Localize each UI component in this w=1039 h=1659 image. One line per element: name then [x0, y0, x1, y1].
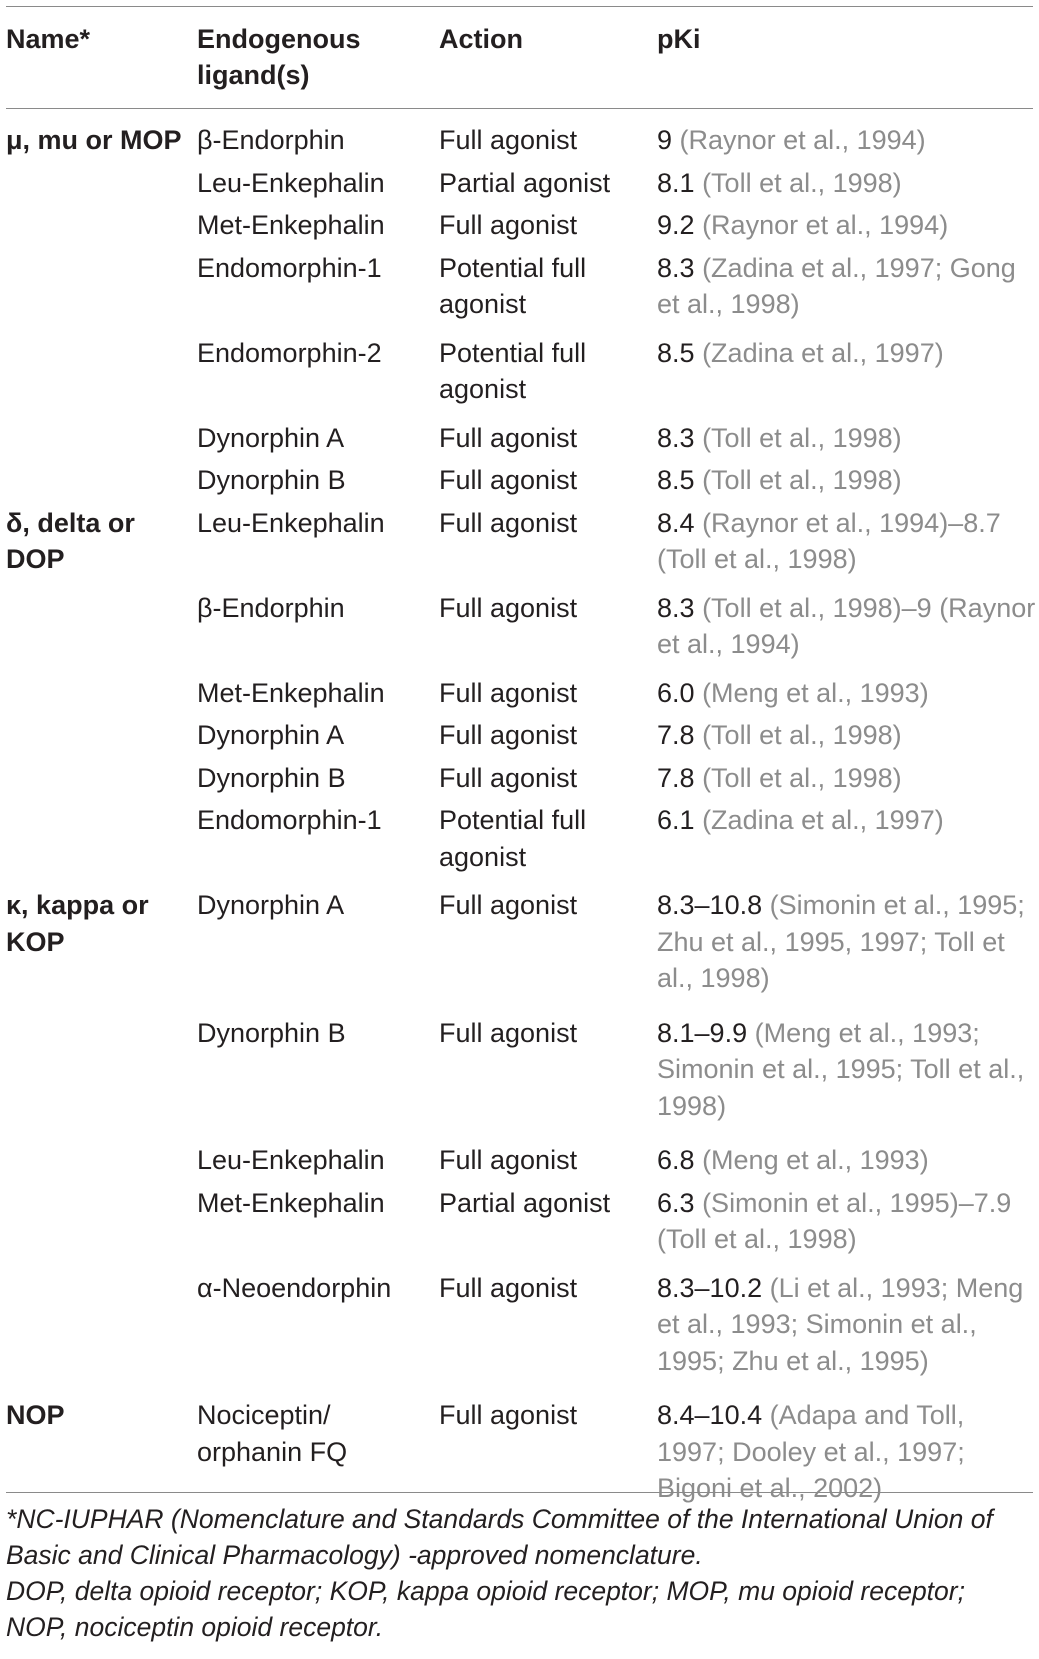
ligand-cell: Leu-Enkephalin: [197, 507, 385, 538]
action-cell: Partial agonist: [439, 167, 611, 198]
pki-cell: [657, 760, 1037, 797]
pki-value: 8.5: [657, 465, 695, 495]
pki-reference: (Adapa and Toll, 1997; Dooley et al., 1997; Bigoni et al., 2002): [657, 1400, 965, 1503]
pki-reference: (Meng et al., 1993): [702, 677, 929, 708]
table-row: [6, 675, 1033, 718]
pki-value: 8.3: [657, 252, 695, 283]
ligand-cell: β-Endorphin: [197, 592, 345, 623]
pki-reference: (Toll et al., 1998): [702, 167, 902, 198]
action-cell: Potential full agonist: [439, 252, 587, 319]
pki-cell: [657, 1397, 1037, 1507]
ligand-cell: Endomorphin-2: [197, 337, 382, 368]
pki-cell: [657, 802, 1037, 839]
action-cell: Partial agonist: [439, 1187, 611, 1218]
pki-reference: (Toll et al., 1998)–9 (Raynor et al., 1994): [657, 592, 1036, 659]
pki-cell: [657, 590, 1037, 663]
table-row: [6, 1142, 1033, 1185]
ligand-cell: Leu-Enkephalin: [197, 1145, 385, 1175]
pki-value: 8.3: [657, 422, 695, 453]
header-pki: pKi: [657, 24, 701, 54]
ligand-cell: Endomorphin-1: [197, 805, 382, 835]
footnote-abbreviations: DOP, delta opioid receptor; KOP, kappa opioid receptor; MOP, mu opioid receptor; NOP, nociceptin opioid receptor.: [6, 1576, 965, 1642]
pki-value: 9.2: [657, 210, 695, 240]
ligand-cell: Met-Enkephalin: [197, 1187, 385, 1218]
table-row: [6, 420, 1033, 463]
footer-rule: [6, 1492, 1033, 1493]
pki-value: 7.8: [657, 762, 695, 793]
pki-cell: [657, 165, 1037, 202]
ligand-cell: Dynorphin B: [197, 762, 346, 793]
footnotes: [6, 1492, 1033, 1645]
pki-cell: [657, 717, 1037, 754]
pki-cell: [657, 335, 1037, 372]
action-cell: Full agonist: [439, 210, 578, 240]
pki-reference: (Toll et al., 1998): [702, 720, 902, 750]
pki-value: 8.1: [657, 167, 695, 198]
pki-reference: (Li et al., 1993; Meng et al., 1993; Simonin et al., 1995; Zhu et al., 1995): [657, 1272, 1024, 1376]
table-row: [6, 590, 1036, 675]
pki-cell: [657, 250, 1037, 323]
pki-cell: [657, 675, 1037, 712]
pki-reference: (Toll et al., 1998): [702, 422, 902, 453]
pki-cell: [657, 505, 1037, 578]
action-cell: Full agonist: [439, 125, 578, 155]
table-row: [6, 1185, 1033, 1270]
pki-value: 8.1–9.9: [657, 1017, 748, 1048]
table-row: [6, 1270, 1033, 1398]
receptor-name: μ, mu or MOP: [6, 125, 182, 155]
ligand-cell: Dynorphin A: [197, 890, 345, 920]
table-row: [6, 165, 1033, 208]
ligand-cell: Nociceptin/ orphanin FQ: [197, 1400, 348, 1467]
action-cell: Full agonist: [439, 677, 578, 708]
pki-value: 8.3: [657, 592, 695, 623]
pki-value: 7.8: [657, 720, 695, 750]
ligand-cell: α-Neoendorphin: [197, 1272, 392, 1303]
table-header: [6, 7, 1033, 108]
action-cell: Full agonist: [439, 890, 578, 920]
table-row: [6, 207, 1033, 250]
pki-value: 9: [657, 125, 673, 155]
action-cell: Full agonist: [439, 422, 578, 453]
action-cell: Full agonist: [439, 592, 578, 623]
data-table: [6, 6, 1036, 1525]
action-cell: Full agonist: [439, 507, 578, 538]
pki-cell: [657, 420, 1037, 457]
header-name: Name*: [6, 24, 91, 54]
table-row: [6, 887, 1033, 1015]
table-row: [6, 717, 1033, 760]
pki-reference: (Zadina et al., 1997): [702, 337, 944, 368]
action-cell: Full agonist: [439, 1400, 578, 1430]
action-cell: Full agonist: [439, 720, 578, 750]
action-cell: Full agonist: [439, 1272, 578, 1303]
pki-reference: (Raynor et al., 1994)–8.7 (Toll et al., 1998): [657, 507, 1001, 574]
pki-value: 8.4–10.4: [657, 1400, 763, 1430]
receptor-name: NOP: [6, 1400, 65, 1430]
ligand-cell: Dynorphin A: [197, 720, 345, 750]
table-row: [6, 462, 1033, 505]
pki-value: 6.0: [657, 677, 695, 708]
pki-value: 8.4: [657, 507, 695, 538]
receptor-name: κ, kappa or KOP: [6, 890, 149, 957]
pki-reference: (Zadina et al., 1997; Gong et al., 1998): [657, 252, 1016, 319]
ligand-cell: Met-Enkephalin: [197, 677, 385, 708]
pki-reference: (Zadina et al., 1997): [702, 805, 944, 835]
pki-reference: (Simonin et al., 1995; Zhu et al., 1995, 1997; Toll et al., 1998): [657, 890, 1025, 993]
table-row: [6, 760, 1033, 803]
action-cell: Potential full agonist: [439, 337, 587, 404]
table-row: [6, 505, 1033, 590]
pki-cell: [657, 462, 1037, 499]
ligand-cell: β-Endorphin: [197, 125, 345, 155]
header-ligand: Endogenous ligand(s): [197, 24, 361, 90]
ligand-cell: Leu-Enkephalin: [197, 167, 385, 198]
pki-value: 6.8: [657, 1145, 695, 1175]
ligand-cell: Met-Enkephalin: [197, 210, 385, 240]
pki-reference: (Raynor et al., 1994): [702, 210, 949, 240]
pki-reference: (Raynor et al., 1994): [679, 125, 926, 155]
pki-cell: [657, 1185, 1037, 1258]
pki-cell: [657, 122, 1037, 159]
action-cell: Full agonist: [439, 1017, 578, 1048]
action-cell: Full agonist: [439, 1145, 578, 1175]
ligand-cell: Endomorphin-1: [197, 252, 382, 283]
table-row: [6, 335, 1033, 420]
table-row: [6, 1015, 1033, 1143]
action-cell: Full agonist: [439, 465, 578, 495]
pki-reference: (Toll et al., 1998): [702, 762, 902, 793]
pki-cell: [657, 207, 1037, 244]
ligand-cell: Dynorphin B: [197, 465, 346, 495]
pki-cell: [657, 1015, 1037, 1125]
pki-reference: (Toll et al., 1998): [702, 465, 902, 495]
pki-reference: (Meng et al., 1993): [702, 1145, 929, 1175]
ligand-cell: Dynorphin B: [197, 1017, 346, 1048]
pki-value: 8.3–10.2: [657, 1272, 763, 1303]
pki-value: 6.1: [657, 805, 695, 835]
pki-value: 8.5: [657, 337, 695, 368]
pki-value: 8.3–10.8: [657, 890, 763, 920]
table-body: [6, 109, 1036, 1525]
header-action: Action: [439, 24, 523, 54]
table-row: [6, 250, 1033, 335]
footnote-nomenclature: *NC-IUPHAR (Nomenclature and Standards Committee of the International Union of Basic and Clinical Pharmacology) -approved nomenclature.: [6, 1504, 993, 1570]
action-cell: Full agonist: [439, 762, 578, 793]
pki-cell: [657, 887, 1037, 997]
action-cell: Potential full agonist: [439, 805, 587, 872]
pki-reference: (Meng et al., 1993; Simonin et al., 1995; Toll et al., 1998): [657, 1017, 1025, 1121]
receptor-name: δ, delta or DOP: [6, 507, 135, 574]
table-row: [6, 802, 1033, 887]
table-row: [6, 122, 1033, 165]
pki-value: 6.3: [657, 1187, 695, 1218]
pki-cell: [657, 1270, 1037, 1380]
ligand-cell: Dynorphin A: [197, 422, 345, 453]
pki-reference: (Simonin et al., 1995)–7.9 (Toll et al., 1998): [657, 1187, 1012, 1254]
pki-cell: [657, 1142, 1037, 1179]
